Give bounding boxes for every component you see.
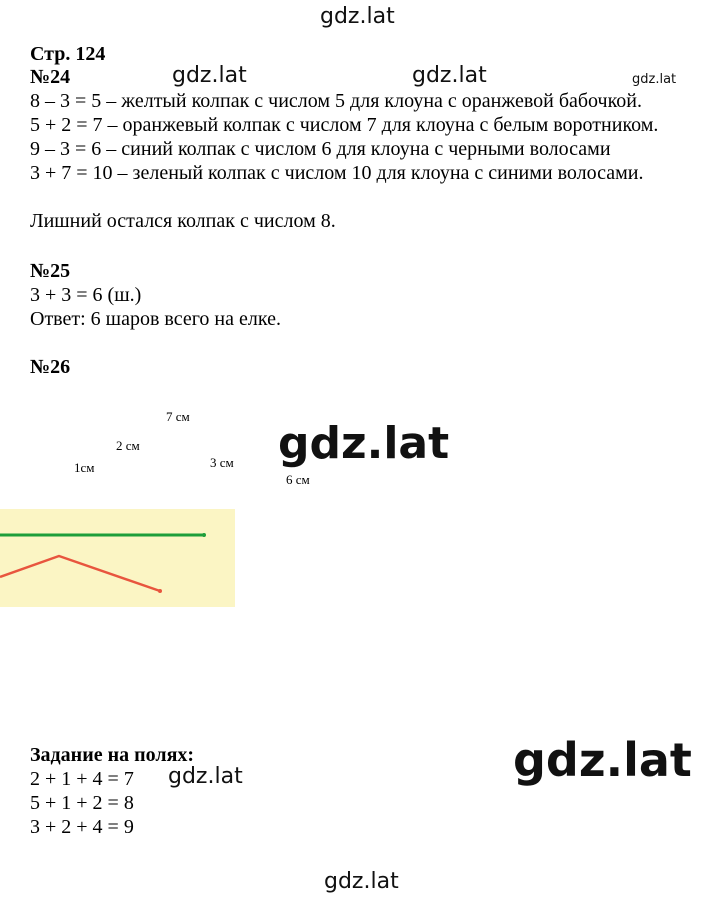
task24-line: 8 – 3 = 5 – желтый колпак с числом 5 для клоуна с оранжевой бабочкой. <box>30 90 643 112</box>
length-label: 3 см <box>210 455 234 470</box>
margin-task-title: Задание на полях: <box>30 744 195 766</box>
watermark-text: gdz.lat <box>513 733 692 787</box>
margin-task-line: 3 + 2 + 4 = 9 <box>30 816 134 838</box>
watermark-text: gdz.lat <box>320 4 395 29</box>
segments-figure <box>0 509 235 607</box>
watermark-text: gdz.lat <box>324 869 399 894</box>
task24-line: 5 + 2 = 7 – оранжевый колпак с числом 7 для клоуна с белым воротником. <box>30 114 659 136</box>
margin-task-line: 2 + 1 + 4 = 7 <box>30 768 134 790</box>
task25-equation: 3 + 3 = 6 (ш.) <box>30 284 142 306</box>
task24-conclusion: Лишний остался колпак с числом 8. <box>30 210 336 232</box>
task24-line: 3 + 7 = 10 – зеленый колпак с числом 10 для клоуна с синими волосами. <box>30 162 644 184</box>
margin-task-line: 5 + 1 + 2 = 8 <box>30 792 134 814</box>
watermark-text: gdz.lat <box>278 418 450 469</box>
task26-number: №26 <box>30 356 71 378</box>
watermark-text: gdz.lat <box>412 63 487 88</box>
task25-answer: Ответ: 6 шаров всего на елке. <box>30 308 281 330</box>
length-label: 1см <box>74 460 95 475</box>
length-label: 6 см <box>286 472 310 487</box>
watermark-text: gdz.lat <box>632 72 677 87</box>
task24-number: №24 <box>30 66 71 88</box>
watermark-text: gdz.lat <box>172 63 247 88</box>
watermark-text: gdz.lat <box>168 764 243 789</box>
length-label: 2 см <box>116 438 140 453</box>
task25-number: №25 <box>30 260 71 282</box>
red-line-end <box>158 589 162 593</box>
green-segment-end <box>202 533 206 537</box>
page-number: Стр. 124 <box>30 43 106 65</box>
segments-drawing <box>0 509 235 607</box>
red-broken-line <box>0 556 160 591</box>
task24-line: 9 – 3 = 6 – синий колпак с числом 6 для клоуна с черными волосами <box>30 138 611 160</box>
length-label: 7 см <box>166 409 190 424</box>
